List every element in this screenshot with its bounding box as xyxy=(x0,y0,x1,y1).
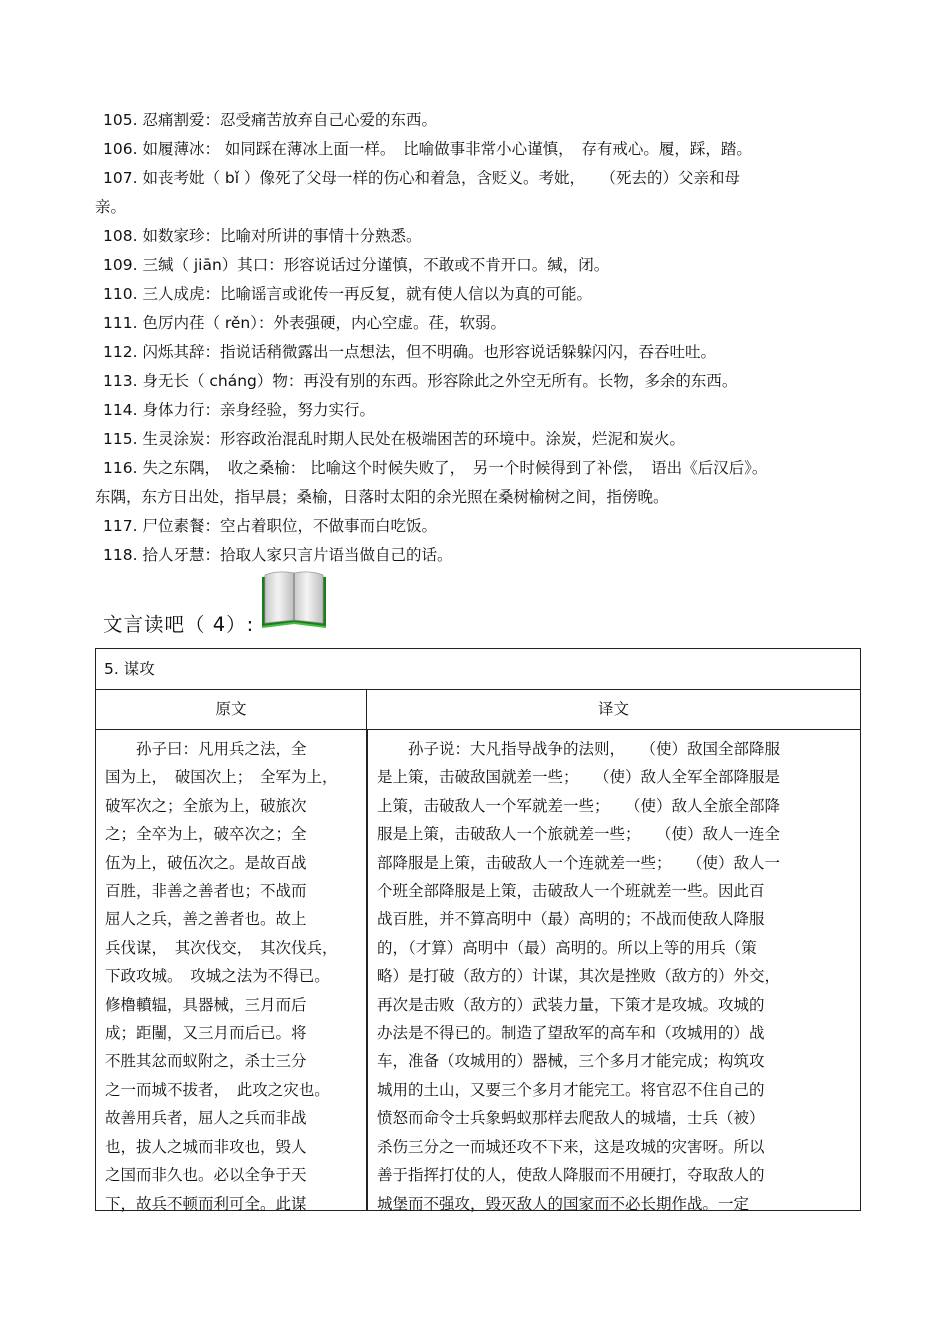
translation-text-cell xyxy=(377,735,855,1218)
translation-text-line: 城堡而不强攻，毁灭敌人的国家而不必长期作战。一定 xyxy=(377,1194,750,1213)
translation-text-line: 愤怒而命令士兵象蚂蚁那样去爬敌人的城墙，士兵（被） xyxy=(377,1109,765,1128)
translation-text-line: 战百胜，并不算高明中（最）高明的；不战而使敌人降服 xyxy=(377,910,765,929)
translation-text-line: 办法是不得已的。制造了望敌军的高车和（攻城用的）战 xyxy=(377,1024,765,1043)
original-text-line: 成；距闉，又三月而后已。将 xyxy=(105,1024,307,1043)
list-item: 116. 失之东隅， 收之桑榆： 比喻这个时候失败了， 另一个时候得到了补偿， 语出《后汉后》。 xyxy=(103,459,768,477)
list-item: 106. 如履薄冰： 如同踩在薄冰上面一样。 比喻做事非常小心谨慎， 存有戒心。履，踩，踏。 xyxy=(103,140,752,158)
original-text-line: 伍为上，破伍次之。是故百战 xyxy=(105,853,307,872)
list-item: 114. 身体力行：亲身经验，努力实行。 xyxy=(103,401,375,419)
original-text-line: 下政攻城。 攻城之法为不得已。 xyxy=(105,967,330,986)
column-divider xyxy=(366,730,368,1210)
translation-text-line: 部降服是上策，击破敌人一个连就差一些； （使）敌人一 xyxy=(377,853,781,872)
list-item: 110. 三人成虎：比喻谣言或讹传一再反复，就有使人信以为真的可能。 xyxy=(103,285,592,303)
translation-text-line: 城用的土山，又要三个多月才能完工。将官忍不住自己的 xyxy=(377,1080,765,1099)
table-title: 5. 谋攻 xyxy=(96,649,860,690)
translation-text-line: 服是上策，击破敌人一个旅就差一些； （使）敌人一连全 xyxy=(377,825,781,844)
original-text-line: 国为上， 破国次上； 全军为上， xyxy=(105,768,338,787)
original-text-line: 百胜，非善之善者也；不战而 xyxy=(105,882,307,901)
open-book-icon xyxy=(258,567,330,631)
original-text-line: 屈人之兵，善之善者也。故上 xyxy=(105,910,307,929)
list-item: 108. 如数家珍：比喻对所讲的事情十分熟悉。 xyxy=(103,227,422,245)
list-item-continuation: 亲。 xyxy=(95,198,127,216)
list-item: 118. 拾人牙慧：拾取人家只言片语当做自己的话。 xyxy=(103,546,453,564)
list-item: 109. 三缄（ jiān）其口：形容说话过分谨慎，不敢或不肯开口。缄，闭。 xyxy=(103,256,610,274)
original-text-cell xyxy=(105,735,357,1218)
list-item: 111. 色厉内荏（ rěn）：外表强硬，内心空虚。荏，软弱。 xyxy=(103,314,507,332)
original-text-line: 兵伐谋， 其次伐交， 其次伐兵， xyxy=(105,938,338,957)
translation-text-line: 的，（才算）高明中（最）高明的。所以上等的用兵（策 xyxy=(377,938,757,957)
original-text-line: 故善用兵者，屈人之兵而非战 xyxy=(105,1109,307,1128)
reading-table xyxy=(95,648,861,1211)
column-header-original: 原文 xyxy=(96,690,367,730)
original-text-line: 之；全卒为上，破卒次之；全 xyxy=(105,825,307,844)
column-header-translation: 译文 xyxy=(367,690,860,730)
translation-text-line: 上策，击破敌人一个军就差一些； （使）敌人全旅全部降 xyxy=(377,796,781,815)
translation-text-line: 个班全部降服是上策，击破敌人一个班就差一些。因此百 xyxy=(377,882,765,901)
list-item: 105. 忍痛割爱：忍受痛苦放弃自己心爱的东西。 xyxy=(103,111,437,129)
translation-text-line: 是上策，击破敌国就差一些； （使）敌人全军全部降服是 xyxy=(377,768,781,787)
original-text-line: 也，拔人之城而非攻也，毁人 xyxy=(105,1137,307,1156)
section-title: 文言读吧（ 4）: xyxy=(103,613,255,636)
original-text-line: 之国而非久也。必以全争于天 xyxy=(105,1166,307,1185)
original-text-line: 之一而城不拔者， 此攻之灾也。 xyxy=(105,1080,330,1099)
list-item-continuation: 东隅，东方日出处，指早晨；桑榆，日落时太阳的余光照在桑树榆树之间，指傍晚。 xyxy=(95,488,669,506)
original-text-line: 孙子曰：凡用兵之法，全 xyxy=(105,740,307,758)
idiom-list xyxy=(95,106,853,570)
translation-text-line: 善于指挥打仗的人，使敌人降服而不用硬打，夺取敌人的 xyxy=(377,1166,765,1185)
translation-text-line: 杀伤三分之一而城还攻不下来，这是攻城的灾害呀。所以 xyxy=(377,1137,765,1156)
translation-text-line: 车，准备（攻城用的）器械，三个多月才能完成；构筑攻 xyxy=(377,1052,765,1071)
list-item: 113. 身无长（ cháng）物：再没有别的东西。形容除此之外空无所有。长物，多余的东西。 xyxy=(103,372,738,390)
list-item: 107. 如丧考妣（ bǐ ）像死了父母一样的伤心和着急，含贬义。考妣， （死去的）父亲和母 xyxy=(103,169,740,187)
translation-text-line: 孙子说：大凡指导战争的法则， （使）敌国全部降服 xyxy=(377,740,781,758)
translation-text-line: 略）是打破（敌方的）计谋，其次是挫败（敌方的）外交， xyxy=(377,967,781,986)
original-text-line: 破军次之；全旅为上，破旅次 xyxy=(105,796,307,815)
translation-text-line: 再次是击败（敌方的）武装力量，下策才是攻城。攻城的 xyxy=(377,995,765,1014)
original-text-line: 修橹轒辒，具器械，三月而后 xyxy=(105,995,307,1014)
original-text-line: 不胜其忿而蚁附之，杀士三分 xyxy=(105,1052,307,1071)
original-text-line: 下，故兵不顿而利可全。此谋 xyxy=(105,1194,307,1213)
list-item: 115. 生灵涂炭：形容政治混乱时期人民处在极端困苦的环境中。涂炭，烂泥和炭火。 xyxy=(103,430,685,448)
list-item: 117. 尸位素餐：空占着职位，不做事而白吃饭。 xyxy=(103,517,437,535)
list-item: 112. 闪烁其辞：指说话稍微露出一点想法，但不明确。也形容说话躲躲闪闪，吞吞吐吐。 xyxy=(103,343,716,361)
